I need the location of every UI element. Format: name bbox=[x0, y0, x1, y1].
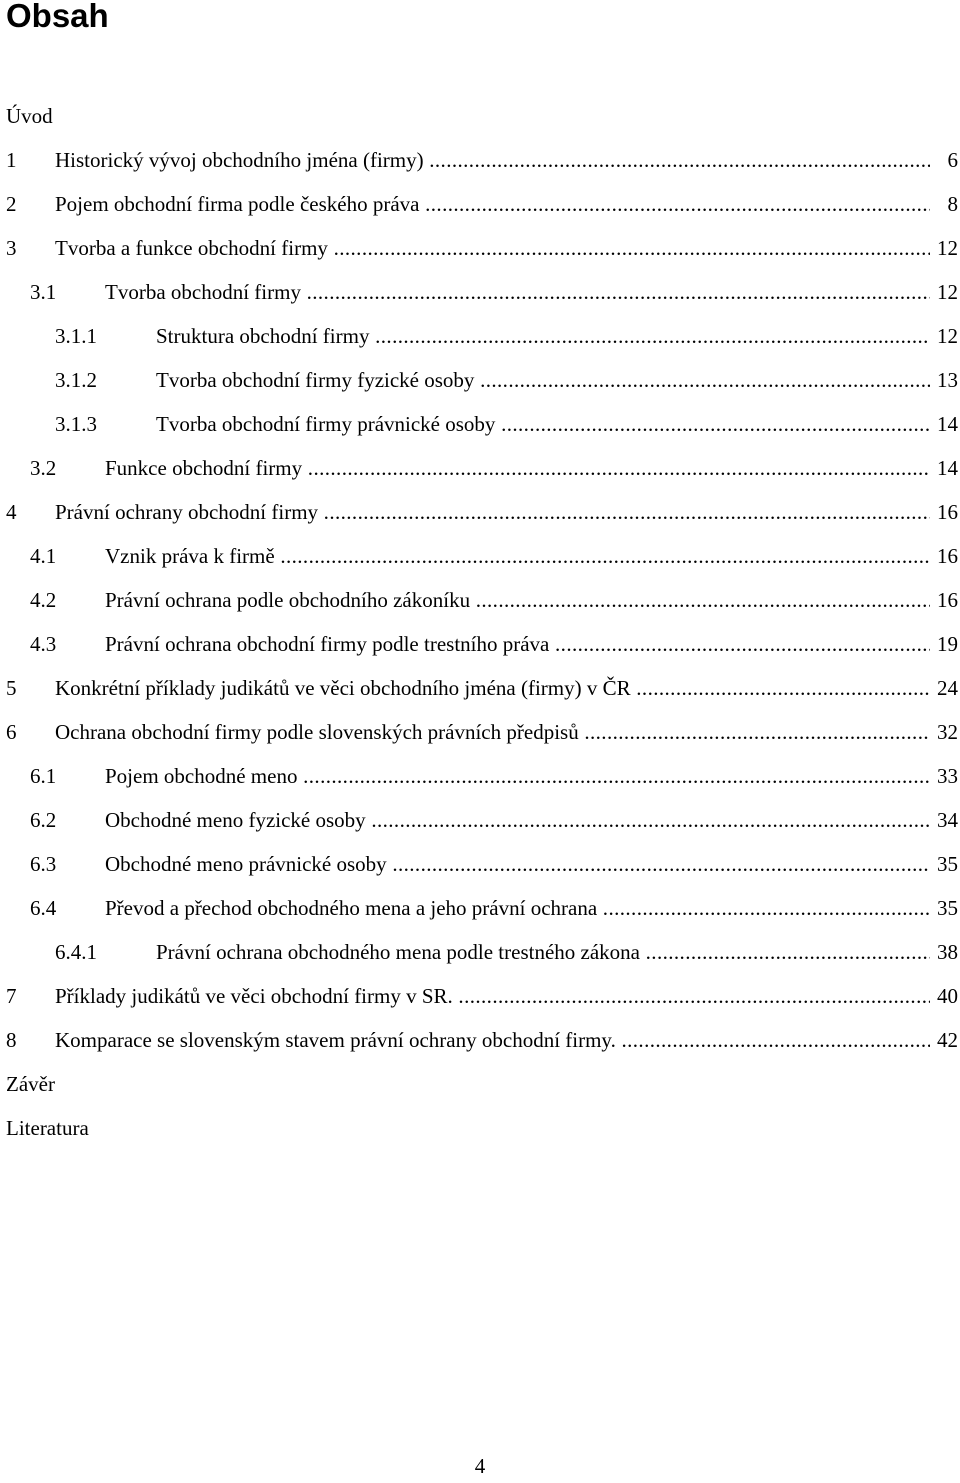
toc-entry-page: 32 bbox=[933, 710, 958, 754]
toc-entry-title: Právní ochrana obchodní firmy podle trestního práva ..... bbox=[105, 622, 930, 666]
toc-entry-title: Závěr bbox=[6, 1072, 55, 1096]
toc-entry-4[interactable] bbox=[0, 490, 960, 534]
toc-entry-3[interactable] bbox=[0, 226, 960, 270]
toc-entry-6[interactable] bbox=[0, 710, 960, 754]
toc-entry-title: Tvorba obchodní firmy ..... bbox=[105, 270, 930, 314]
toc-entry-title: Historický vývoj obchodního jména (firmy) ..... bbox=[55, 138, 930, 182]
toc-entry-title: Obchodné meno právnické osoby ..... bbox=[105, 842, 930, 886]
toc-entry-title: Literatura bbox=[6, 1116, 89, 1140]
toc-entry-number: 5 bbox=[6, 676, 17, 700]
page-number: 4 bbox=[474, 1454, 486, 1478]
toc-entry-4-1[interactable] bbox=[0, 534, 960, 578]
toc-entry-number: 3 bbox=[6, 236, 17, 260]
toc-entry-page: 6 bbox=[944, 138, 959, 182]
toc-entry-4-3[interactable] bbox=[0, 622, 960, 666]
toc-entry-3-1-1[interactable] bbox=[0, 314, 960, 358]
toc-entry-title: Právní ochrana podle obchodního zákoníku ..... bbox=[105, 578, 930, 622]
toc-entry-6-2[interactable] bbox=[0, 798, 960, 842]
toc-entry-page: 12 bbox=[933, 270, 958, 314]
toc-entry-number: 1 bbox=[6, 148, 17, 172]
toc-entry-title: Úvod bbox=[6, 104, 53, 128]
toc-entry-2[interactable] bbox=[0, 182, 960, 226]
toc-entry-number: 8 bbox=[6, 1028, 17, 1052]
toc-entry-number: 4.3 bbox=[30, 632, 57, 656]
toc-entry-title: Pojem obchodní firma podle českého práva ..... bbox=[55, 182, 930, 226]
toc-entry-title: Ochrana obchodní firmy podle slovenských právních předpisů ..... bbox=[55, 710, 930, 754]
toc-entry-title: Funkce obchodní firmy ..... bbox=[105, 446, 930, 490]
toc-entry-title: Komparace se slovenským stavem právní ochrany obchodní firmy. ..... bbox=[55, 1018, 930, 1062]
toc-entry-page: 14 bbox=[933, 402, 958, 446]
toc-entry-title: Pojem obchodné meno ..... bbox=[105, 754, 930, 798]
toc-entry-page: 35 bbox=[933, 886, 958, 930]
toc-entry-3-1-3[interactable] bbox=[0, 402, 960, 446]
page-title: Obsah bbox=[6, 0, 109, 34]
toc-entry-number: 2 bbox=[6, 192, 17, 216]
toc-entry-number: 6.4 bbox=[30, 896, 57, 920]
toc-entry-title: Právní ochrany obchodní firmy ..... bbox=[55, 490, 930, 534]
toc-entry-number: 6.1 bbox=[30, 764, 57, 788]
toc-entry-number: 3.1 bbox=[30, 280, 57, 304]
toc-entry-title: Převod a přechod obchodného mena a jeho právní ochrana ..... bbox=[105, 886, 930, 930]
toc-entry-page: 16 bbox=[933, 534, 958, 578]
toc-entry-page: 8 bbox=[944, 182, 959, 226]
table-of-contents bbox=[0, 94, 960, 1150]
toc-entry-8[interactable] bbox=[0, 1018, 960, 1062]
toc-entry-number: 6 bbox=[6, 720, 17, 744]
toc-entry-page: 14 bbox=[933, 446, 958, 490]
toc-entry-number: 4 bbox=[6, 500, 17, 524]
toc-entry-number: 6.3 bbox=[30, 852, 57, 876]
toc-entry-page: 24 bbox=[933, 666, 958, 710]
toc-entry-zaver[interactable] bbox=[0, 1062, 960, 1106]
toc-entry-6-3[interactable] bbox=[0, 842, 960, 886]
toc-entry-number: 3.1.1 bbox=[55, 324, 97, 348]
toc-entry-3-1-2[interactable] bbox=[0, 358, 960, 402]
toc-entry-1[interactable] bbox=[0, 138, 960, 182]
toc-entry-number: 4.1 bbox=[30, 544, 57, 568]
toc-entry-number: 3.2 bbox=[30, 456, 57, 480]
toc-entry-uvod[interactable] bbox=[0, 94, 960, 138]
toc-entry-6-4-1[interactable] bbox=[0, 930, 960, 974]
toc-entry-7[interactable] bbox=[0, 974, 960, 1018]
toc-entry-title: Příklady judikátů ve věci obchodní firmy v SR. ..... bbox=[55, 974, 930, 1018]
toc-entry-3-2[interactable] bbox=[0, 446, 960, 490]
toc-entry-page: 19 bbox=[933, 622, 958, 666]
toc-entry-page: 35 bbox=[933, 842, 958, 886]
toc-entry-page: 42 bbox=[933, 1018, 958, 1062]
toc-entry-title: Struktura obchodní firmy ..... bbox=[156, 314, 930, 358]
toc-entry-6-4[interactable] bbox=[0, 886, 960, 930]
toc-entry-page: 40 bbox=[933, 974, 958, 1018]
toc-entry-page: 34 bbox=[933, 798, 958, 842]
toc-entry-4-2[interactable] bbox=[0, 578, 960, 622]
toc-entry-title: Vznik práva k firmě ..... bbox=[105, 534, 930, 578]
toc-entry-number: 6.4.1 bbox=[55, 940, 97, 964]
toc-entry-title: Právní ochrana obchodného mena podle trestného zákona ..... bbox=[156, 930, 930, 974]
toc-entry-number: 3.1.3 bbox=[55, 412, 97, 436]
toc-entry-5[interactable] bbox=[0, 666, 960, 710]
toc-entry-literatura[interactable] bbox=[0, 1106, 960, 1150]
toc-entry-number: 6.2 bbox=[30, 808, 57, 832]
toc-entry-title: Tvorba a funkce obchodní firmy ..... bbox=[55, 226, 930, 270]
toc-entry-page: 13 bbox=[933, 358, 958, 402]
toc-entry-number: 7 bbox=[6, 984, 17, 1008]
toc-entry-title: Tvorba obchodní firmy právnické osoby ..... bbox=[156, 402, 930, 446]
toc-entry-page: 16 bbox=[933, 578, 958, 622]
toc-entry-title: Konkrétní příklady judikátů ve věci obchodního jména (firmy) v ČR ..... bbox=[55, 666, 930, 710]
toc-entry-title: Obchodné meno fyzické osoby ..... bbox=[105, 798, 930, 842]
toc-entry-3-1[interactable] bbox=[0, 270, 960, 314]
toc-entry-page: 12 bbox=[933, 226, 958, 270]
toc-entry-page: 38 bbox=[933, 930, 958, 974]
toc-entry-number: 3.1.2 bbox=[55, 368, 97, 392]
toc-entry-title: Tvorba obchodní firmy fyzické osoby ..... bbox=[156, 358, 930, 402]
toc-entry-page: 12 bbox=[933, 314, 958, 358]
toc-entry-page: 16 bbox=[933, 490, 958, 534]
toc-entry-number: 4.2 bbox=[30, 588, 57, 612]
toc-entry-page: 33 bbox=[933, 754, 958, 798]
toc-entry-6-1[interactable] bbox=[0, 754, 960, 798]
